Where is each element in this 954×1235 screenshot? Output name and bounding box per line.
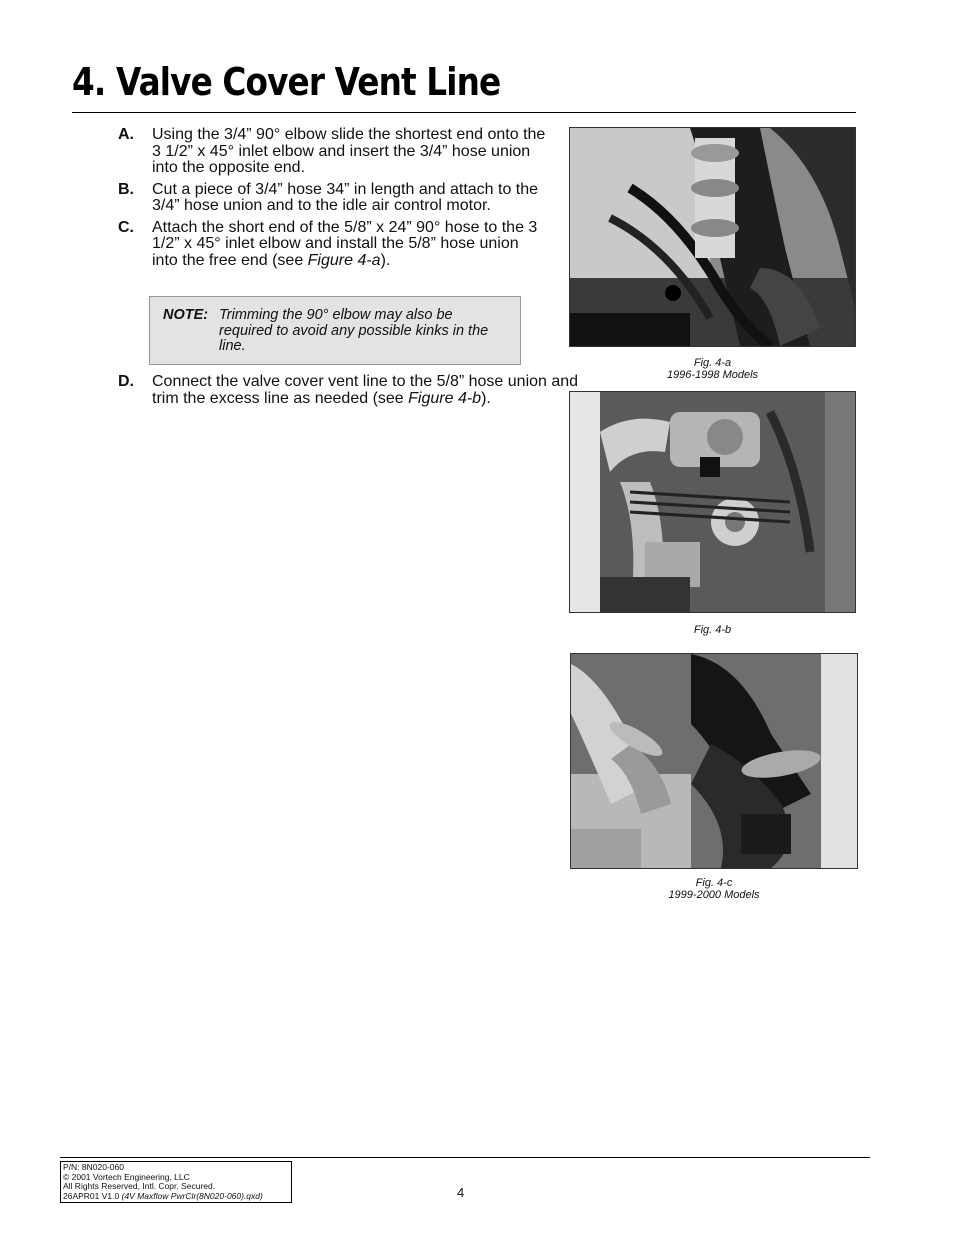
caption-label: Fig. 4-b — [693, 624, 732, 636]
part-number: P/N: 8N020-060 — [63, 1162, 124, 1172]
figure-reference: Figure 4-a — [307, 251, 381, 269]
note-box — [149, 296, 521, 365]
source-file: (4V Maxflow PwrClr(8N020-060).qxd) — [121, 1190, 263, 1201]
page-title: 4. Valve Cover Vent Line — [72, 60, 501, 104]
footer-info-box — [60, 1161, 292, 1203]
step-text: Cut a piece of 3/4” hose 34” in length and attach to the 3/4” hose union and to the idle air control motor. — [152, 180, 539, 214]
figure-4c-photo — [570, 653, 858, 869]
step-text-end: ). — [481, 389, 491, 407]
step-a — [118, 127, 548, 177]
figure-reference: Figure 4-b — [408, 389, 482, 407]
caption-models: 1999-2000 Models — [668, 889, 760, 901]
step-letter: C. — [118, 218, 134, 236]
step-d — [118, 374, 582, 407]
page-number: 4 — [457, 1185, 465, 1200]
step-text: Connect the valve cover vent line to the 5/8” hose union and trim the excess line as needed (see — [152, 373, 579, 407]
figure-4a-photo — [569, 127, 856, 347]
step-c — [118, 220, 548, 270]
figure-4c-caption — [570, 877, 858, 901]
figure-4a-caption — [569, 357, 856, 381]
instruction-steps — [118, 127, 548, 274]
step-text: Using the 3/4” 90° elbow slide the shortest end onto the 3 1/2” x 45° inlet elbow and insert the 3/4” hose union into the opposite end. — [152, 126, 546, 176]
step-letter: B. — [118, 180, 134, 198]
note-label: NOTE: — [163, 307, 209, 323]
step-b — [118, 182, 548, 215]
copyright: © 2001 Vortech Engineering, LLC — [63, 1171, 190, 1182]
footer-divider — [60, 1157, 870, 1158]
figure-4b-photo — [569, 391, 856, 613]
version-line — [63, 1192, 289, 1202]
figure-4b-caption — [569, 624, 856, 636]
step-text-end: ). — [380, 251, 391, 269]
step-letter: D. — [118, 373, 134, 390]
step-text: Attach the short end of the 5/8” x 24” 90° hose to the 3 1/2” x 45° inlet elbow and install the 5/8” hose union into the free end (see — [152, 218, 538, 269]
caption-label: Fig. 4-c — [695, 877, 733, 889]
rights-notice: All Rights Reserved, Intl. Copr. Secured. — [63, 1181, 216, 1192]
title-divider — [72, 112, 856, 113]
caption-label: Fig. 4-a — [693, 357, 732, 369]
caption-models: 1996-1998 Models — [666, 369, 759, 381]
version-date: 26APR01 V1.0 — [63, 1190, 122, 1201]
note-text: Trimming the 90° elbow may also be required to avoid any possible kinks in the line. — [219, 307, 489, 354]
step-letter: A. — [118, 126, 134, 143]
